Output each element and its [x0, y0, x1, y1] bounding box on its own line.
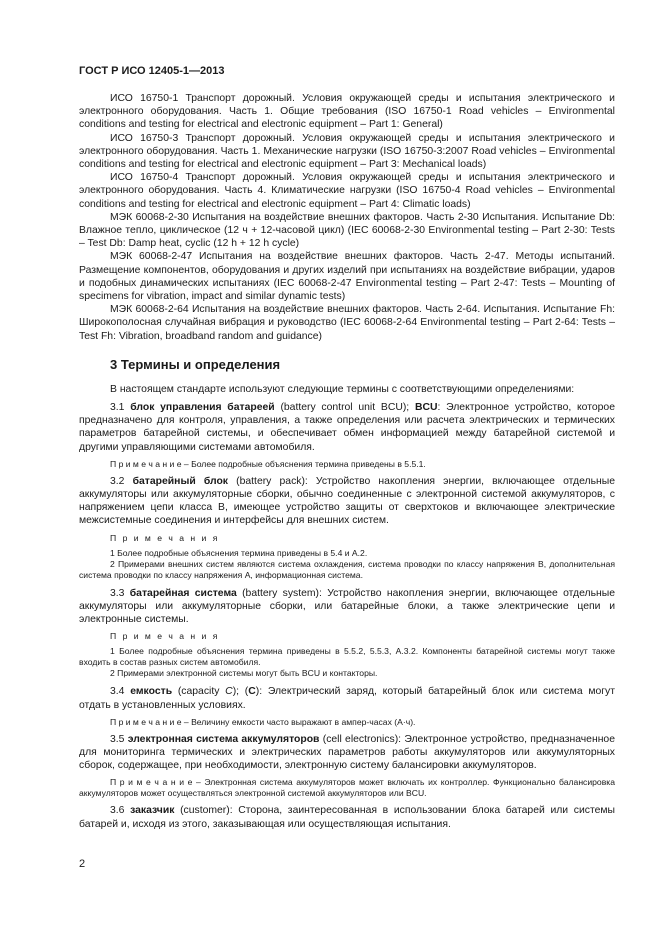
note-item: 2 Примерами внешних систем являются система охлаждения, система проводки по классу напряжения В, дополнительная система проводки по классу напряжения А, информационная система.	[79, 558, 615, 580]
section-title: 3 Термины и определения	[110, 356, 281, 372]
note-item: 1 Более подробные объяснения термина приведены в 5.5.2, 5.5.3, А.3.2. Компоненты батарейной системы могут также входить в состав разных систем автомобиля.	[79, 646, 615, 668]
term-name: батарейная система	[129, 587, 237, 599]
note-label: П р и м е ч а н и е	[110, 458, 182, 469]
term-definition: (battery system): Устройство накопления энергии, включающее отдельные аккумуляторы или аккумуляторные сборки, или батарейные блоки, а также электрические цепи и электронные системы.	[79, 587, 615, 626]
term-number: 3.4	[110, 686, 125, 698]
reference-item: ИСО 16750-4 Транспорт дорожный. Условия окружающей среды и испытания электрического и электронного оборудования. Часть 4. Климатические нагрузки (ISO 16750-4 Road vehicles – Environmental conditions and testing for electrical and electronic equipment – Part 4: Climatic loads)	[79, 172, 615, 210]
reference-item: МЭК 60068-2-64 Испытания на воздействие внешних факторов. Часть 2-64. Испытания. Испытание Fh: Широкополосная случайная вибрация и руководство (IEC 60068-2-64 Environmental testing – Part 2-64: Tests – Test Fh: Vibration, broadband random and guidance)	[79, 304, 615, 342]
normative-references	[79, 92, 615, 343]
reference-item: ИСО 16750-1 Транспорт дорожный. Условия окружающей среды и испытания электрического и электронного оборудования. Часть 1. Общие требования (ISO 16750-1 Road vehicles – Environmental conditions and testing for electrical and electronic equipment – Part 1: General)	[79, 93, 615, 131]
term-english-close: ); (	[232, 686, 249, 698]
note-label: П р и м е ч а н и е	[110, 777, 193, 788]
term-3-2	[79, 475, 615, 528]
term-abbreviation: BCU	[414, 402, 438, 414]
term-name: блок управления батареей	[130, 402, 275, 414]
reference-item: МЭК 60068-2-47 Испытания на воздействие внешних факторов. Часть 2-47. Методы испытаний. Размещение компонентов, оборудования и других изделий при испытаниях на воздействие вибрации, ударов и подобных динамических испытаниях (IEC 60068-2-47 Environmental testing – Part 2-47: Tests – Mounting of specimens for vibration, impact and similar dynamic tests)	[79, 251, 615, 303]
term-3-1-note	[79, 459, 615, 470]
document-code-header: ГОСТ Р ИСО 12405-1—2013	[79, 65, 225, 77]
term-english: (battery control unit BCU);	[280, 402, 410, 414]
term-name: заказчик	[130, 805, 175, 817]
note-item: 1 Более подробные объяснения термина приведены в 5.4 и А.2.	[110, 547, 368, 558]
term-number: 3.6	[110, 805, 125, 817]
term-definition: (battery pack): Устройство накопления энергии, включающее отдельные аккумуляторы или аккумуляторные сборки, обычно соединенные с электронной системой аккумуляторов, с напряжением цепи класса В, имеющее устройство защиты от сверхтоков и включающее электрические межсистемные соединения и интерфейсы для внешних систем.	[79, 475, 615, 527]
term-number: 3.2	[110, 475, 125, 487]
term-symbol: C	[225, 686, 233, 698]
reference-item: ИСО 16750-3 Транспорт дорожный. Условия окружающей среды и испытания электрического и электронного оборудования. Часть 1. Механические нагрузки (ISO 16750-3:2007 Road vehicles – Environmental conditions and testing for electrical and electronic equipment – Part 3: Mechanical loads)	[79, 132, 615, 171]
term-3-1	[79, 401, 615, 454]
term-3-6	[79, 804, 615, 830]
term-name: электронная система аккумуляторов	[127, 733, 320, 745]
term-3-5	[79, 733, 615, 773]
term-3-4	[79, 685, 615, 711]
term-3-3	[79, 587, 615, 627]
term-definition: : Электронное устройство, которое предназначено для контроля, управления, а также определения или расчета электрических и термических параметров батарейной системы, и обеспечивает обмен информацией между батарейной системой и другими управляющими системами автомобиля.	[79, 402, 615, 453]
page-number: 2	[79, 858, 86, 870]
term-symbol-bold: C	[248, 686, 256, 698]
reference-item: МЭК 60068-2-30 Испытания на воздействие внешних факторов. Часть 2-30 Испытания. Испытание Db: Влажное тепло, циклическое (12 ч + 12-часовой цикл) (IEC 60068-2-30 Environmental testing – Part 2-30: Tests – Test Db: Damp heat, cyclic (12 h + 12 h cycle)	[79, 211, 615, 250]
note-text: – Величину емкости часто выражают в ампер-часах (А·ч).	[181, 716, 416, 727]
term-3-5-note	[79, 777, 615, 799]
note-label: П р и м е ч а н и е	[110, 716, 182, 727]
term-definition: ): Электрический заряд, который батарейный блок или система могут отдать в установленных условиях.	[79, 686, 616, 711]
term-3-4-note	[79, 717, 615, 728]
notes-label: П р и м е ч а н и я	[110, 631, 220, 642]
notes-label: П р и м е ч а н и я	[110, 532, 220, 543]
term-english: (capacity	[177, 686, 226, 698]
note-text: – Электронная система аккумуляторов может включать их контроллер. Функционально балансировка аккумуляторов может осуществляться электронной системой аккумуляторов или BCU.	[79, 777, 616, 799]
term-3-2-notes	[79, 533, 615, 581]
term-name: батарейный блок	[132, 475, 229, 487]
note-item: 2 Примерами электронной системы могут быть BCU и контакторы.	[110, 668, 378, 679]
term-definition: (cell electronics): Электронное устройство, предназначенное для мониторинга термических и электрических параметров работы аккумуляторов или аккумуляторных сборок, содержащее, при необходимости, электронную систему балансировки аккумуляторов.	[79, 733, 615, 772]
term-3-3-notes	[79, 631, 615, 679]
term-definition: (customer): Сторона, заинтересованная в использовании блока батарей или системы батарей и, исходя из этого, заказывающая или осуществляющая испытания.	[79, 805, 615, 830]
section-intro: В настоящем стандарте используют следующие термины с соответствующими определениями:	[110, 383, 575, 395]
term-number: 3.3	[110, 587, 125, 599]
term-name: емкость	[130, 686, 173, 698]
note-text: – Более подробные объяснения термина приведены в 5.5.1.	[181, 458, 426, 469]
term-number: 3.5	[110, 733, 125, 745]
term-number: 3.1	[110, 402, 125, 414]
